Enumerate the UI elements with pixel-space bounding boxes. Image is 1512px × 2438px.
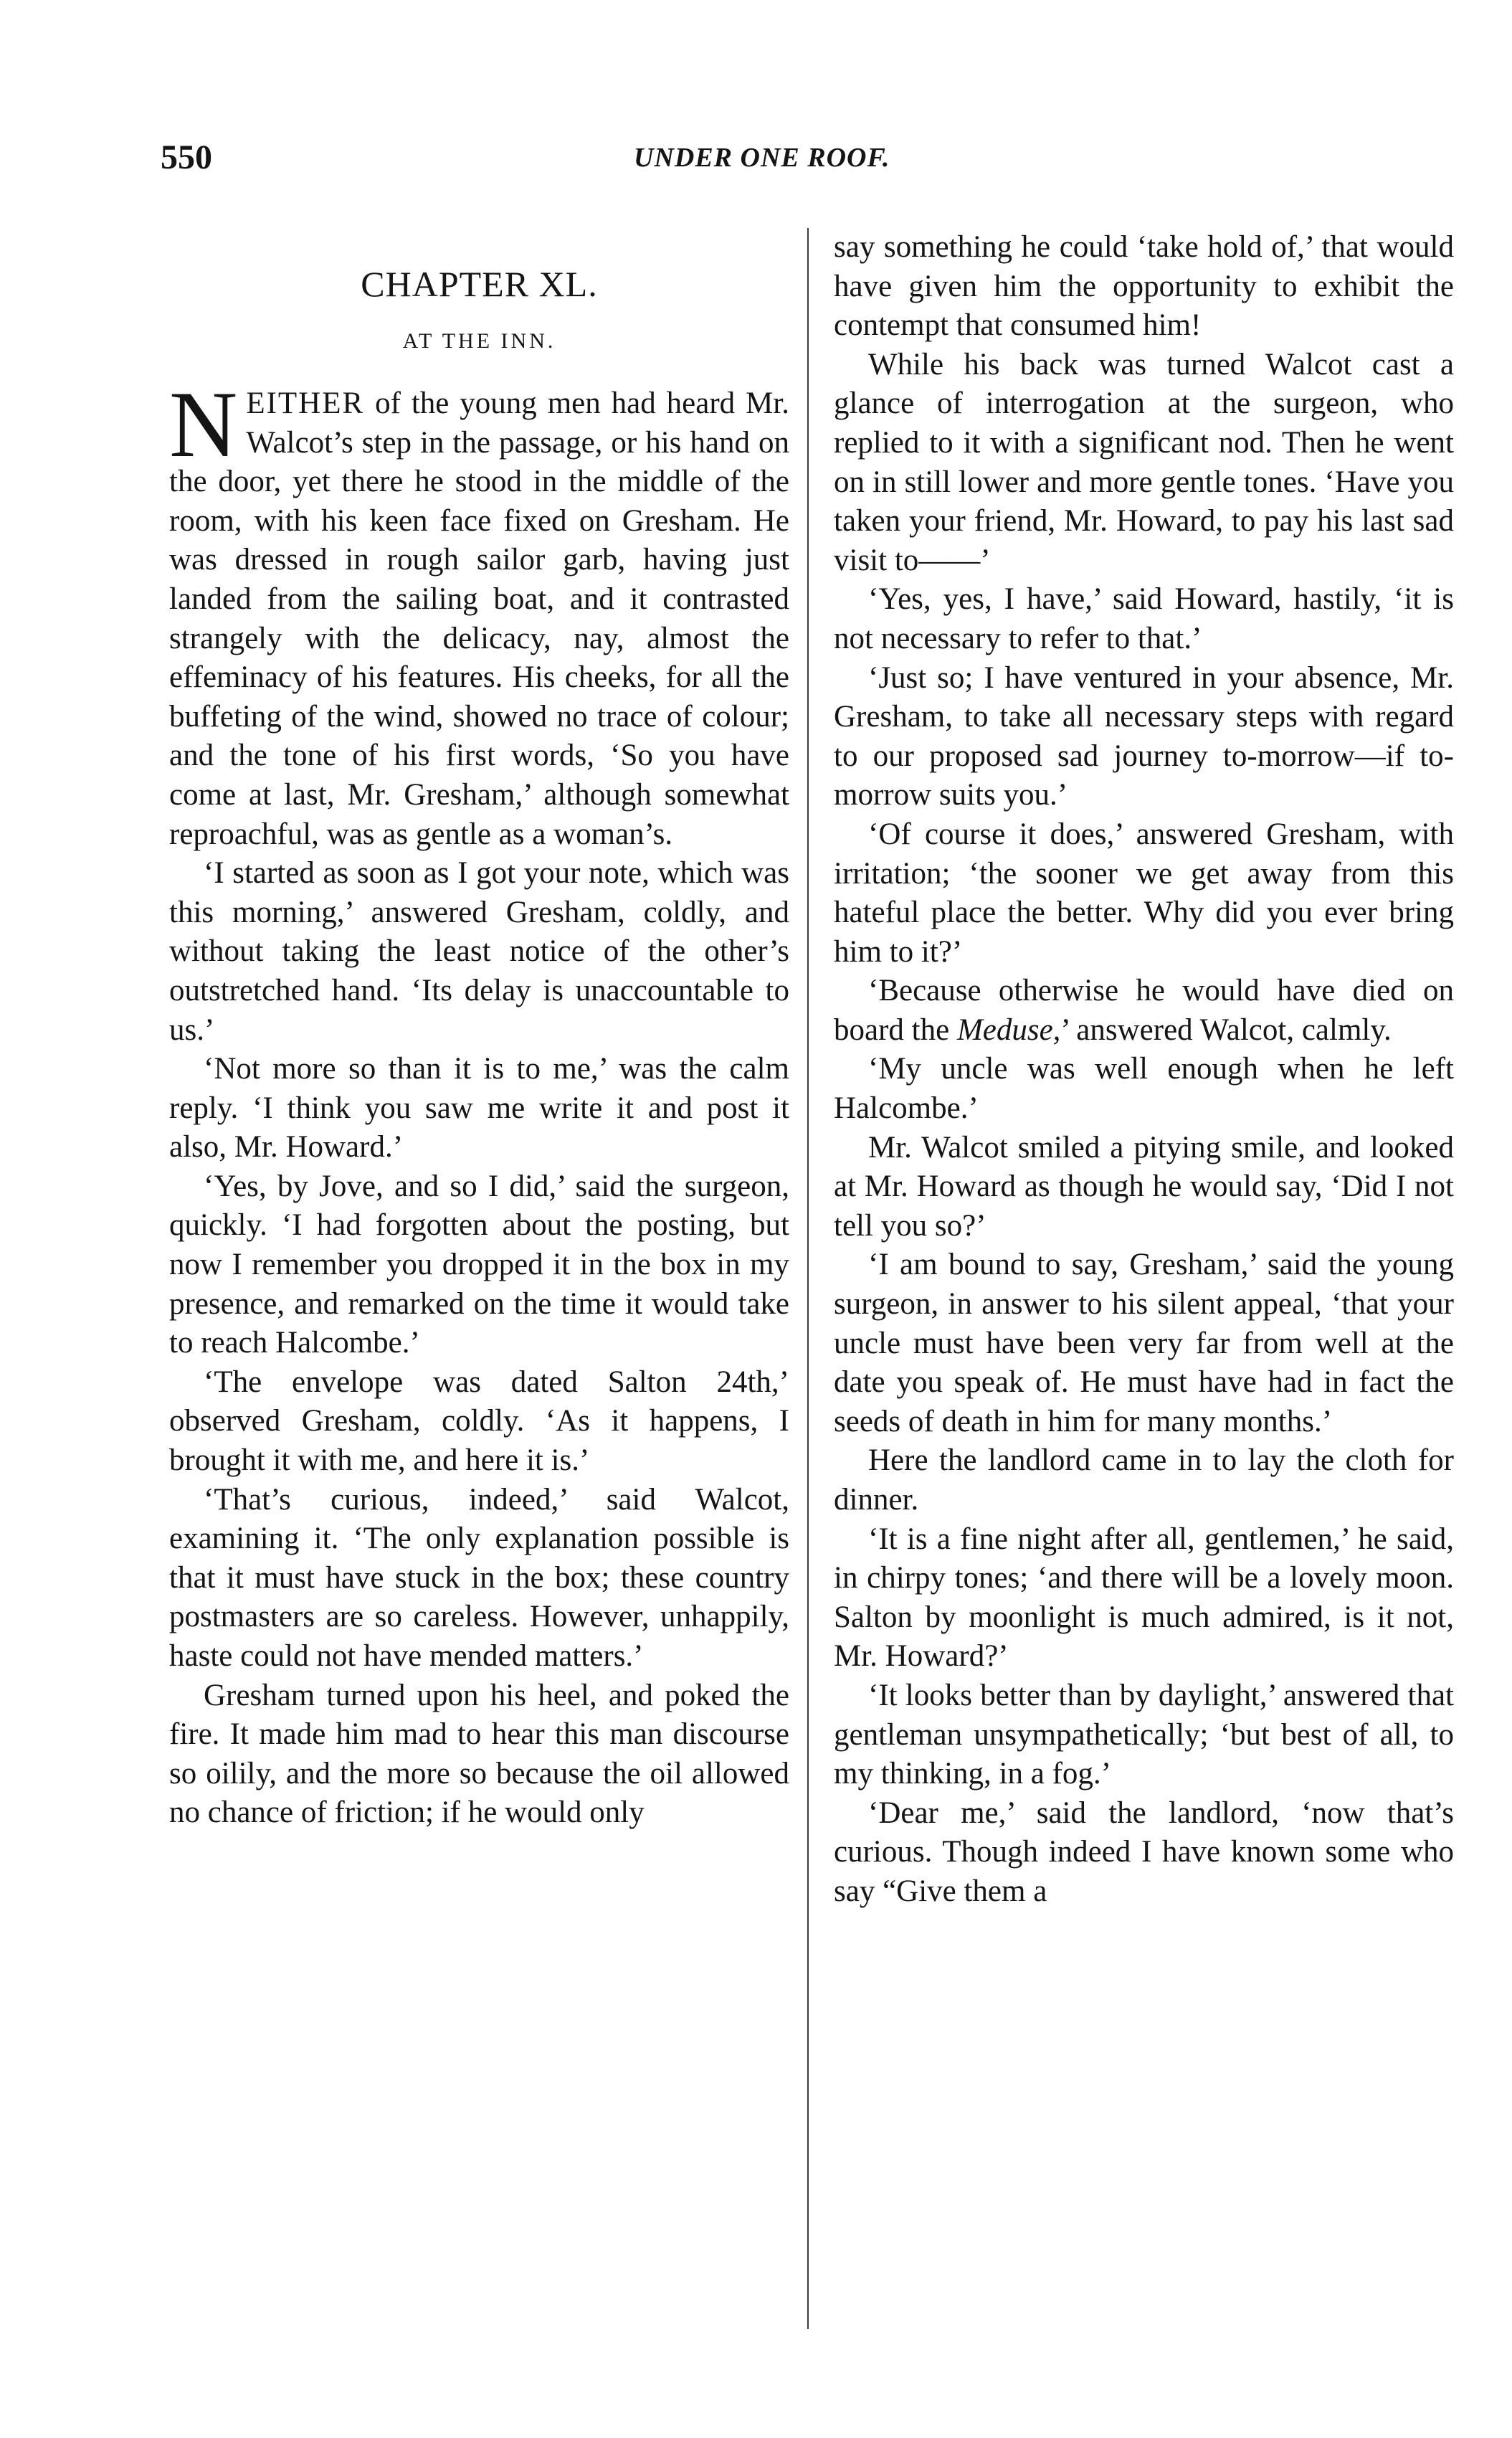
paragraph-text: ‘Because otherwise he would have died on board the (834, 974, 1454, 1047)
drop-cap: N (169, 371, 238, 477)
chapter-subtitle: AT THE INN. (402, 329, 556, 353)
body-paragraph: ‘I started as soon as I got your note, which was this morning,’ answered Gresham, coldly, and without taking the least notice of the other’s outstretched hand. ‘Its delay is unaccountable to us.’ (169, 856, 789, 1047)
ship-name: Meduse, (956, 1012, 1061, 1047)
column-divider (807, 228, 809, 2329)
body-paragraph: ‘Yes, by Jove, and so I did,’ said the surgeon, quickly. ‘I had forgotten about the posting, but now I remember you dropped it in the box in my presence, and remarked on the time it would take to reach Halcombe.’ (169, 1169, 789, 1360)
body-paragraph: ‘The envelope was dated Salton 24th,’ observed Gresham, coldly. ‘As it happens, I brought it with me, and here it is.’ (169, 1365, 789, 1478)
body-paragraph: ‘Just so; I have ventured in your absence, Mr. Gresham, to take all necessary steps with regard to our proposed sad journey to-morrow—if to-morrow suits you.’ (834, 660, 1454, 812)
drop-cap-word-rest: EITHER (246, 386, 365, 420)
body-paragraph: While his back was turned Walcot cast a glance of interrogation at the surgeon, who replied to it with a significant nod. Then he went on in still lower and more gentle tones. ‘Have you taken your friend, Mr. Howard, to pay his last sad visit to——’ (834, 347, 1454, 577)
page-number: 550 (161, 138, 212, 176)
running-head (161, 138, 1451, 188)
chapter-heading: CHAPTER XL. (361, 264, 598, 304)
body-paragraph: ‘It looks better than by daylight,’ answered that gentleman unsympathetically; ‘but best of all, to my thinking, in a fog.’ (834, 1678, 1454, 1791)
body-paragraph: ‘Of course it does,’ answered Gresham, with irritation; ‘the sooner we get away from this hateful place the better. Why did you ever bring him to it?’ (834, 817, 1454, 969)
continued-paragraph: say something he could ‘take hold of,’ that would have given him the opportunity to exhibit the contempt that consumed him! (834, 230, 1454, 343)
body-paragraph: ‘That’s curious, indeed,’ said Walcot, examining it. ‘The only explanation possible is that it must have stuck in the box; these country postmasters are so careless. However, unhappily, haste could not have mended matters.’ (169, 1482, 789, 1673)
body-paragraph: ‘Dear me,’ said the landlord, ‘now that’s curious. Though indeed I have known some who say “Give them a (834, 1796, 1454, 1908)
running-title: UNDER ONE ROOF. (634, 143, 890, 173)
right-column (834, 228, 1454, 1912)
body-paragraph: ‘My uncle was well enough when he left Halcombe.’ (834, 1052, 1454, 1126)
body-paragraph: Gresham turned upon his heel, and poked the fire. It made him mad to hear this man discourse so oilily, and the more so because the oil allowed no chance of friction; if he would only (169, 1678, 789, 1830)
body-paragraph-with-ship-name (834, 972, 1454, 1050)
body-paragraph: ‘Not more so than it is to me,’ was the calm reply. ‘I think you saw me write it and post it also, Mr. Howard.’ (169, 1052, 789, 1165)
opening-paragraph (169, 371, 789, 854)
body-paragraph: ‘It is a fine night after all, gentlemen,’ he said, in chirpy tones; ‘and there will be a lovely moon. Salton by moonlight is much admired, is it not, Mr. Howard?’ (834, 1522, 1454, 1674)
body-paragraph: ‘Yes, yes, I have,’ said Howard, hastily, ‘it is not necessary to refer to that.’ (834, 582, 1454, 655)
paragraph-text: ’ answered Walcot, calmly. (1060, 1012, 1392, 1047)
left-column (169, 228, 789, 1833)
body-paragraph: Here the landlord came in to lay the cloth for dinner. (834, 1443, 1454, 1517)
body-paragraph: ‘I am bound to say, Gresham,’ said the young surgeon, in answer to his silent appeal, ‘that your uncle must have been very far from well at the date you speak of. He must have had in fact the seeds of death in him for many months.’ (834, 1248, 1454, 1438)
body-paragraph: Mr. Walcot smiled a pitying smile, and looked at Mr. Howard as though he would say, ‘Did I not tell you so?’ (834, 1130, 1454, 1243)
opening-paragraph-text: of the young men had heard Mr. Walcot’s step in the passage, or his hand on the door, yet there he stood in the middle of the room, with his keen face fixed on Gresham. He was dressed in rough sailor garb, having just landed from the sailing boat, and it contrasted strangely with the delicacy, nay, almost the effeminacy of his features. His cheeks, for all the buffeting of the wind, showed no trace of colour; and the tone of his first words, ‘So you have come at last, Mr. Gresham,’ although somewhat reproachful, was as gentle as a woman’s. (169, 386, 789, 851)
